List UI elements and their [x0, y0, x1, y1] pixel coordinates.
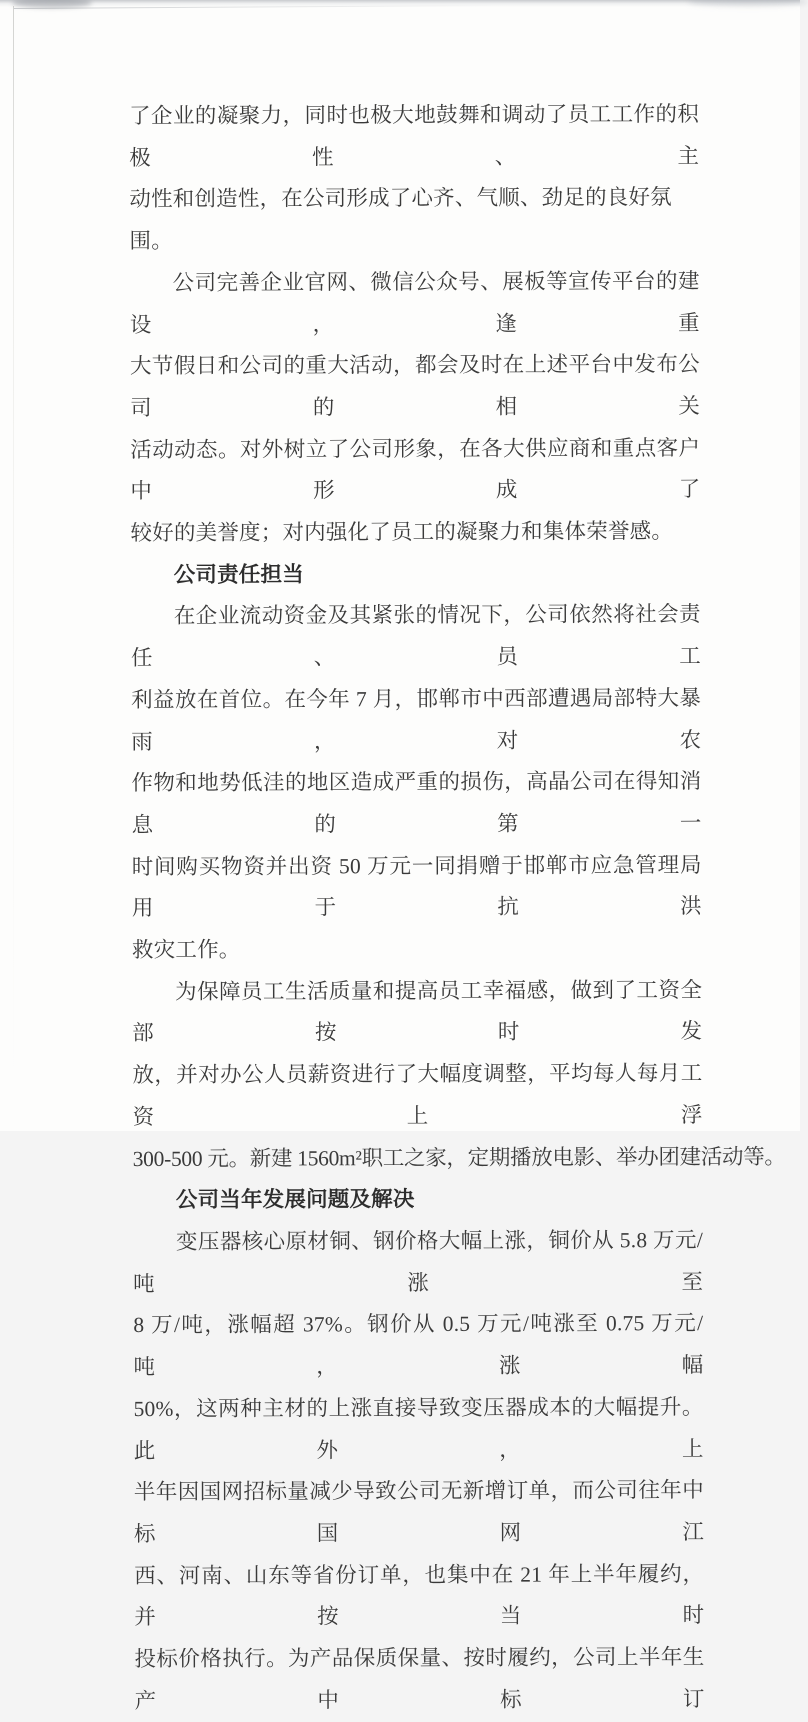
text-line: 救灾工作。 [131, 937, 241, 963]
text-line: 作物和地势低洼的地区造成严重的损伤，高晶公司在得知消息的第一 [131, 769, 702, 837]
text-line: 大节假日和公司的重大活动，都会及时在上述平台中发布公司的相关 [129, 352, 701, 420]
text-line: 为保障员工生活质量和提高员工幸福感，做到了工资全部按时发 [132, 977, 703, 1046]
page-edge-left-line [13, 6, 14, 1092]
text-line: 投标价格执行。为产品保质保量、按时履约，公司上半年生产中标订 [134, 1645, 705, 1713]
text-line: 了企业的凝聚力，同时也极大地鼓舞和调动了员工工作的积极性、主 [129, 102, 700, 170]
text-line: 300-500 元。新建 1560m²职工之家，定期播放电影、举办团建活动等。 [132, 1144, 786, 1171]
text-line: 50%，这两种主材的上涨直接导致变压器成本的大幅提升。此外，上 [133, 1394, 704, 1463]
document-text [129, 94, 786, 1722]
text-line: 变压器核心原材铜、钢价格大幅上涨，铜价从 5.8 万元/吨涨至 [133, 1227, 704, 1296]
text-line: 公司完善企业官网、微信公众号、展板等宣传平台的建设，逢重 [129, 268, 700, 337]
text-line: 在企业流动资金及其紧张的情况下，公司依然将社会责任、员工 [130, 602, 702, 671]
text-line: 西、河南、山东等省份订单，也集中在 21 年上半年履约，并按当时 [134, 1561, 705, 1630]
text-line: 半年因国网招标量减少导致公司无新增订单，而公司往年中标国网江 [133, 1478, 705, 1546]
section-heading-problems: 公司当年发展问题及解决 [175, 1187, 415, 1213]
text-line: 活动动态。对外树立了公司形象，在各大供应商和重点客户中形成了 [130, 435, 701, 504]
text-line: 放，并对办公人员薪资进行了大幅度调整，平均每人每月工资上浮 [132, 1061, 703, 1129]
text-line: 时间购买物资并出资 50 万元一同捐赠于邯郸市应急管理局用于抗洪 [131, 852, 702, 921]
text-line: 利益放在首位。在今年 7 月，邯郸市中西部遭遇局部特大暴雨，对农 [131, 685, 702, 754]
text-line: 8 万/吨，涨幅超 37%。钢价从 0.5 万元/吨涨至 0.75 万元/吨，涨幅 [133, 1311, 704, 1380]
text-line: 动性和创造性，在公司形成了心齐、气顺、劲足的良好氛围。 [129, 185, 672, 254]
section-heading-responsibility: 公司责任担当 [173, 562, 304, 587]
text-line: 较好的美誉度；对内强化了员工的凝聚力和集体荣誉感。 [130, 519, 674, 546]
